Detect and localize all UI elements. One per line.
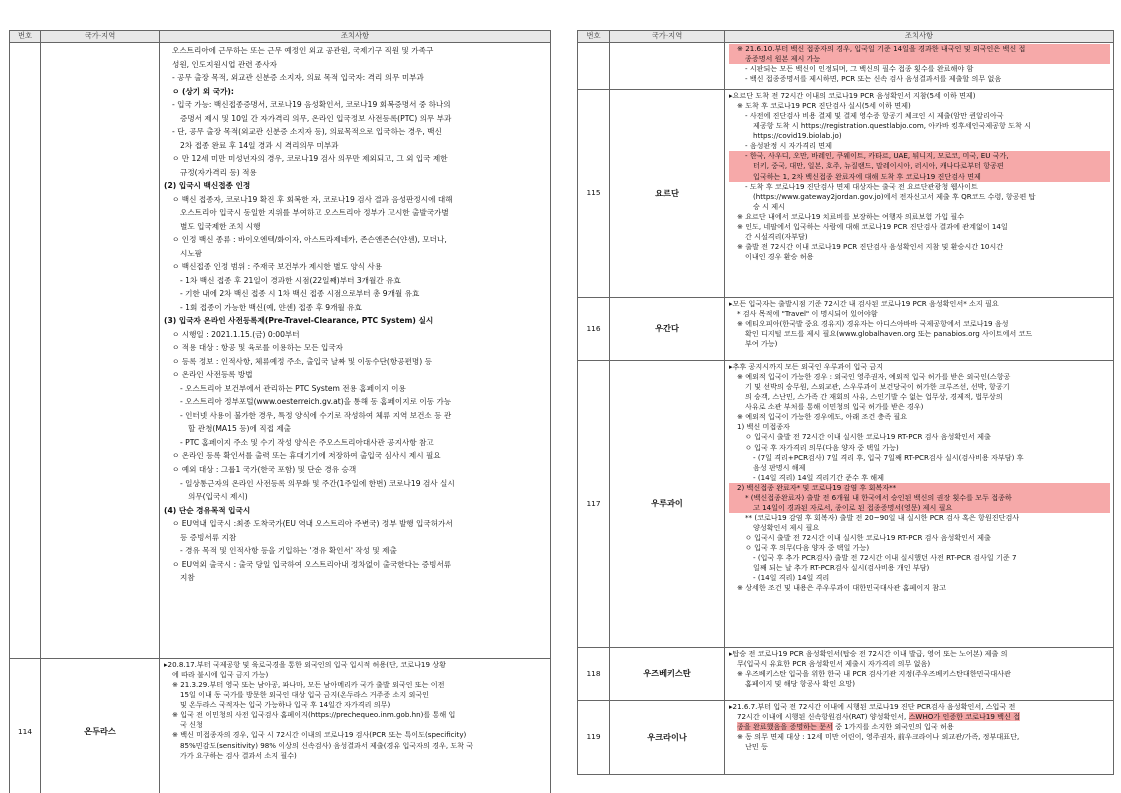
text-line: - (14일 격리) 14일 격리 — [753, 573, 830, 583]
highlighted-line: 2) 백신접종 완료자* 및 코로나19 감염 후 회복자** — [729, 483, 1110, 493]
header-measures: 조치사항 — [725, 31, 1114, 43]
text-line: ㅇ EU역내 입국시 :최종 도착국가(EU 역내 오스트리아 주변국) 정부 발행 입국허가서 — [172, 519, 453, 529]
table-row-jordan — [578, 90, 1114, 298]
text-line: ㅇ 인정 백신 종류 : 바이오엔텍/화이자, 아스트라제네카, 존슨앤존슨(얀센), 모더나, — [172, 235, 447, 245]
row-number: 117 — [578, 361, 610, 648]
header-number: 번호 — [10, 31, 41, 43]
text-line: - 인터넷 사용이 불가한 경우, 특정 양식에 수기로 작성하여 체류 지역 보건소 등 관 — [180, 410, 452, 420]
text-line: ㅇ 입국 후 의무(다음 양자 중 택일 가능) — [745, 543, 870, 553]
text-line: 2차 접종 완료 후 14일 경과 시 격리의무 미부과 — [180, 140, 339, 150]
text-line: 가가 요구하는 검사 결과서 소지 필수) — [180, 750, 297, 760]
text-line: ㅇ 온라인 등록 확인서를 출력 또는 휴대기기에 저장하여 출입국 심사시 제시 필요 — [172, 451, 441, 461]
text-line: ※ 에티오피아(한국발 중요 경유지) 경유자는 아디스아바바 국제공항에서 코로나19 음성 — [737, 319, 1009, 329]
text-line: - (14일 격리) 14일 격리기간 준수 후 해제 — [753, 472, 885, 482]
country-name: 요르단 — [610, 90, 725, 298]
text-line: 및 온두라스 국적자는 입국 가능하나 입국 후 14일간 자가격리 의무) — [180, 700, 391, 710]
row-number: 114 — [10, 659, 41, 793]
text-line: 일째 되는 날 추가 RT-PCR검사 실시(검사비용 개인 부담) — [753, 563, 930, 573]
text-line: 증명서 제시 및 10일 간 자가격리 의무, 온라인 입국정보 사전등록(PTC) 의무 부과 — [180, 113, 452, 123]
text-line: 부여 가능) — [745, 339, 778, 349]
text-line: ※ 요르단 내에서 코로나19 치료비를 보장하는 여행자 의료보험 가입 필수 — [737, 211, 965, 221]
text-line: 간 시설격리(자부담) — [745, 231, 808, 241]
highlighted-line: * (백신접종완료자) 출발 전 6개월 내 한국에서 승인된 백신의 권장 횟수를 모두 접종하 — [729, 493, 1110, 503]
text-line: ※ 상세한 조건 및 내용은 주우루과이 대한민국대사관 홈페이지 참고 — [737, 583, 946, 593]
text-line: 오스트리아 입국시 동일한 지위를 부여하고 오스트리아 정부가 고시한 출발국가별 — [180, 208, 449, 218]
country-name: 우즈베키스탄 — [610, 648, 725, 701]
text-line: ※ 입국 전 이민청의 사전 입국검사 홈페이지(https://prechequeo.inm.gob.hn)를 통해 입 — [172, 710, 456, 720]
row-number: 118 — [578, 648, 610, 701]
text-line: 이내인 경우 환승 허용 — [745, 252, 814, 261]
text-line: - 도착 후 코로나19 진단검사 면제 대상자는 출국 전 요르단관광청 웹사이트 — [745, 181, 978, 191]
text-line: 확인 디지털 코드를 제시 필요(www.globalhaven.org 또는 panabios.org 사이트에서 코드 — [745, 329, 1033, 339]
measures-cell — [725, 43, 1114, 90]
measures-table-left — [9, 30, 551, 793]
row-country-cell — [41, 43, 160, 659]
row-number: 116 — [578, 298, 610, 361]
header-number: 번호 — [578, 31, 610, 43]
text-line: (https://www.gateway2jordan.gov.jo)에서 전자신고서 제출 후 QR코드 수령, 항공편 탑 — [753, 191, 1036, 201]
text-line: 국 신청 — [180, 720, 203, 730]
table-header — [10, 31, 551, 43]
text-line: - 일상통근자의 온라인 사전등록 의무화 및 주간(1주일에 한번) 코로나19 검사 실시 — [180, 478, 455, 488]
text-line: 지참 — [180, 573, 195, 583]
measures-table-right — [577, 30, 1114, 775]
table-row-continued — [578, 43, 1114, 90]
highlighted-line: 종증명서 원본 제시 가능 — [729, 54, 1110, 64]
text-line: 85%민감도(sensitivity) 98% 이상의 신속검사) 음성결과서 제출(경유 입국자의 경우, 도착 국 — [180, 740, 474, 750]
text-line: - 공무 출장 목적, 외교관 신분증 소지자, 의료 목적 입국자: 격리 의무 미부과 — [172, 73, 424, 83]
highlighted-line: - 한국, 사우디, 오만, 바레인, 쿠웨이트, 카타르, UAE, 튀니지, 모로코, 미국, EU 국가, — [729, 151, 1110, 161]
table-row-ukraine — [578, 701, 1114, 775]
text-line: - 오스트리아 보건부에서 관리하는 PTC System 전용 홈페이지 이용 — [180, 383, 406, 393]
text-line: ▸20.8.17.부터 국제공항 및 육로국경을 통한 외국인의 입국 입시적 허용(단, 코로나19 상황 — [164, 660, 446, 669]
text-line: 사유로 소관 부처를 통해 이민청의 입국 허가를 받은 경우) — [745, 402, 924, 412]
row-number-cell — [10, 43, 41, 659]
text-line: ※ 21.3.29.부터 영국 또는 남아공, 파나마, 모든 남아메리카 국가 출발 외국인 또는 이전 — [172, 680, 445, 690]
text-line: 1) 백신 미접종자 — [737, 422, 790, 432]
text-line: 의무(입국시 제시) — [188, 492, 248, 502]
text-line: ※ 우즈베키스탄 입국을 위한 한국 내 PCR 검사기관 지정(주우즈베키스탄대한민국대사관 — [737, 669, 1011, 679]
text-line: 시노팜 — [180, 248, 203, 258]
country-name: 우크라이나 — [610, 701, 725, 775]
text-line: - 시판되는 모든 백신이 인정되며, 그 백신의 필수 접종 횟수를 완료해야 함 — [745, 64, 974, 74]
measures-cell — [725, 361, 1114, 648]
text-line: ㅇ (상기 외 국가): — [172, 86, 234, 96]
text-line: 15일 이내 동 국가를 방문한 외국인 대상 입국 금지(온두라스 거주증 소지 외국인 — [180, 690, 430, 700]
table-header — [578, 31, 1114, 43]
text-line: - 음성판정 시 자가격리 면제 — [745, 141, 832, 151]
text-line: 기 및 선박의 승무원, 스외교관, 스우루과이 보건당국이 허가한 크루즈선, 선박, 항공기 — [745, 382, 1010, 392]
text-line: ※ 도착 후 코로나19 PCR 진단검사 실시(5세 이하 면제) — [737, 101, 911, 111]
header-measures: 조치사항 — [160, 31, 551, 43]
text-line: - 입국 가능: 백신접종증명서, 코로나19 음성확인서, 코로나19 회복증명서 중 하나의 — [172, 100, 451, 110]
text-line: * 검사 목적에 "Travel" 이 명시되어 있어야함 — [737, 309, 878, 319]
country-name: 우루과이 — [610, 361, 725, 648]
table-row-austria-continued — [10, 43, 551, 659]
row-number: 119 — [578, 701, 610, 775]
text-line: - 1회 접종이 가능한 백신(예, 얀센) 접종 후 9개월 유효 — [180, 302, 362, 312]
text-line: - 경유 목적 및 인적사항 등을 기입하는 '경유 확인서' 작성 및 제출 — [180, 546, 397, 556]
text-line: ※ 출발 전 72시간 이내 코로나19 PCR 진단검사 음성확인서 지참 및 환승시간 10시간 — [737, 241, 1004, 251]
text-line: ㅇ 만 12세 미만 미성년자의 경우, 코로나19 검사 의무만 제외되고, 그 외 입국 제한 — [172, 154, 448, 164]
text-line: - (입국 후 추가 PCR검사) 출발 전 72시간 이내 실시했던 사전 RT-PCR 검사일 기준 7 — [753, 553, 1017, 563]
section-heading: (4) 단순 경유목적 입국시 — [164, 505, 251, 515]
highlighted-line: 고 14일이 경과된 자로서, 종이로 된 접종증명서(영문) 제시 필요 — [729, 503, 1110, 513]
measures-cell — [725, 298, 1114, 361]
section-heading: (3) 입국자 온라인 사전등록제(Pre-Travel-Clearance, PTC System) 실시 — [164, 316, 434, 326]
text-line: ㅇ 백신접종 인정 범위 : 주재국 보건부가 제시한 별도 양식 사용 — [172, 262, 383, 272]
text-line: ※ 예외적 입국이 가능한 경우 : 외국인 영주권자, 예외적 입국 허가를 받은 외국인(스항공 — [737, 372, 1011, 382]
text-line: ㅇ 등록 정보 : 인적사항, 체류예정 주소, 출입국 날짜 및 이동수단(항공편명) 등 — [172, 356, 432, 366]
highlighted-segment: 종을 완료했음을 증명하는 문서 — [737, 722, 833, 732]
text-line: ㅇ 예외 대상 : 그룹1 국가(한국 포함) 및 단순 경유 승객 — [172, 464, 357, 474]
text-line: ▸요르단 도착 전 72시간 이내의 코로나19 PCR 음성확인서 지참(5세 이하 면제) — [729, 91, 976, 100]
text-line: 성원, 인도지원시업 관련 종사자 — [172, 59, 278, 69]
text-line: ▸21.6.7.부터 입국 전 72시간 이내에 시행된 코로나19 진단 PCR검사 음성확인서, 스입국 전 — [729, 702, 1016, 711]
text-line: 오스트리아에 근무하는 또는 근무 예정인 외교 공관원, 국제기구 직원 및 가족구 — [172, 46, 434, 55]
text-line: ㅇ 적용 대상 : 항공 및 육로를 이용하는 모든 입국자 — [172, 343, 343, 353]
highlighted-line: 터키, 중국, 대만, 일본, 호주, 뉴질랜드, 말레이시아, 러시아, 캐나다로부터 항공편 — [729, 161, 1110, 171]
text-line: 별도 입국제한 조치 시행 — [180, 221, 261, 231]
measures-cell — [725, 648, 1114, 701]
text-line: ※ 예외적 입국이 가능한 경우에도, 아래 조건 충족 필요 — [737, 412, 908, 422]
row-country-cell — [610, 43, 725, 90]
text-line: 무(입국시 유효한 PCR 음성확인서 제출시 자가격리 의무 없음) — [737, 659, 931, 669]
text-line: 규정(자가격리 등) 적용 — [180, 167, 257, 177]
text-line — [729, 722, 1110, 732]
text-line: ※ 백신 미접종자의 경우, 입국 시 72시간 이내의 코로나19 검사(PCR 또는 특이도(specificity) — [172, 730, 467, 740]
text-line: ㅇ 시행일 : 2021.1.15.(금) 0:00부터 — [172, 329, 300, 339]
text-line: - 사전에 진단검사 비용 결제 및 결제 영수증 항공기 체크인 시 제출(암만 퀸알리아국 — [745, 111, 1004, 121]
highlighted-line: 입국하는 1, 2차 백신접종 완료자에 대해 도착 후 코로나19 진단검사 면제 — [729, 172, 1110, 182]
text-line: - (7일 격리+PCR검사) 7일 격리 후, 입국 7일째 RT-PCR검사 실시(검사비용 자부담) 후 — [753, 452, 1024, 462]
measures-cell — [725, 701, 1114, 775]
text-line: ※ 동 의무 면제 대상 : 12세 미만 어린이, 영주권자, 前우크라이나 외교관/가족, 정부대표단, — [737, 732, 1020, 742]
country-name: 우간다 — [610, 298, 725, 361]
text-line: 등 증빙서류 지참 — [180, 532, 237, 542]
header-country: 국가·지역 — [41, 31, 160, 43]
text-line: - 백신 접종증명서를 제시하면, PCR 또는 신속 검사 음성결과서를 제출할 의무 없음 — [745, 74, 1002, 84]
text-line: - 1차 백신 접종 후 21일이 경과한 시점(22일째)부터 3개월간 유효 — [180, 275, 401, 285]
text-line: ▸추후 공지시까지 모든 외국인 우루과이 입국 금지 — [729, 362, 884, 371]
text-line: - PTC 홈페이지 주소 및 수기 작성 양식은 주오스트리아대사관 공지사항 참고 — [180, 437, 434, 447]
country-name: 온두라스 — [41, 659, 160, 793]
text-line: 음성 판명시 해제 — [753, 462, 806, 472]
row-number: 115 — [578, 90, 610, 298]
text-line: 제공항 도착 시 https://registration.questlabjo.com, 아카바 킹후세인국제공항 도착 시 — [753, 121, 1031, 131]
text-line: - 오스트리아 정부포털(www.oesterreich.gv.at)을 통해 동 홈페이지로 이동 가능 — [180, 397, 452, 407]
highlighted-segment: 스WHO가 인증한 코로나19 백신 접 — [908, 712, 1020, 722]
text-segment: 72시간 이내에 시행된 신속항원검사(RAT) 양성확인서, — [737, 712, 909, 722]
text-line: 의 승객, 스난민, 스가족 간 재회의 사유, 스인기발 수 없는 업무상, 경제적, 법무상의 — [745, 392, 1003, 402]
table-row-uruguay — [578, 361, 1114, 648]
measures-cell — [160, 43, 551, 659]
header-country: 국가·지역 — [610, 31, 725, 43]
text-line: 난민 등 — [745, 742, 768, 752]
text-line: - 기한 내에 2차 백신 접종 시 1차 백신 접종 시점으로부터 총 9개월 유효 — [180, 289, 420, 299]
text-line — [729, 712, 1110, 722]
table-row-uganda — [578, 298, 1114, 361]
text-line: ㅇ 입국시 출발 전 72시간 이내 실시한 코로나19 RT-PCR 검사 음성확인서 제출 — [745, 432, 991, 442]
text-line: ▸탑승 전 코로나19 PCR 음성확인서(탑승 전 72시간 이내 발급, 영어 또는 노어본) 제출 의 — [729, 649, 1008, 658]
text-line: ▸모든 입국자는 출발시점 기준 72시간 내 검사된 코로나19 PCR 음성확인서* 소지 필요 — [729, 299, 999, 308]
text-line: 홈페이지 및 해당 항공사 확인 요망) — [745, 679, 855, 689]
text-line: ※ 인도, 네팔에서 입국하는 사람에 대해 코로나19 PCR 진단검사 결과에 관계없이 14일 — [737, 221, 1008, 231]
section-heading: (2) 입국시 백신접종 인정 — [164, 181, 251, 191]
text-line: 할 관청(MA15 등)에 직접 제출 — [188, 424, 292, 434]
text-line: 에 따라 불시에 입국 금지 가능) — [172, 670, 269, 680]
text-line: ㅇ 입국 후 자가격리 의무(다음 양자 중 택일 가능) — [745, 442, 899, 452]
text-line: ㅇ 온라인 사전등록 방법 — [172, 370, 253, 380]
measures-cell — [725, 90, 1114, 298]
measures-cell — [160, 659, 551, 793]
text-segment: 중 1가지를 소지한 외국인의 입국 허용 — [832, 722, 954, 732]
text-line: ㅇ 백신 접종자, 코로나19 확진 후 회복한 자, 코로나19 검사 결과 음성판정시에 대해 — [172, 194, 453, 204]
text-line: 승 시 제시 — [753, 201, 785, 211]
text-line: - 단, 공무 출장 목적(외교관 신분증 소지자 등), 의료목적으로 입국하는 경우, 백신 — [172, 127, 442, 137]
table-row-uzbekistan — [578, 648, 1114, 701]
highlighted-line: ※ 21.6.10.부터 백신 접종자의 경우, 입국일 기준 14일을 경과한 내국인 및 외국인은 백신 접 — [729, 44, 1110, 54]
row-number-cell — [578, 43, 610, 90]
table-row-honduras — [10, 659, 551, 793]
text-line: https://covid19.biolab.jo) — [753, 131, 842, 141]
text-line: ** (코로나19 감염 후 회복자) 출발 전 20~90일 내 실시한 PCR 검사 혹은 항원진단검사 — [745, 512, 1020, 522]
text-line: ㅇ 입국시 출발 전 72시간 이내 실시한 코로나19 RT-PCR 검사 음성확인서 제출 — [745, 533, 991, 543]
text-line: 양성확인서 제시 필요 — [753, 523, 820, 532]
text-line: ㅇ EU역외 출국시 : 출국 당일 입국하여 오스트리아내 정차없이 출국한다는 증빙서류 — [172, 559, 452, 569]
